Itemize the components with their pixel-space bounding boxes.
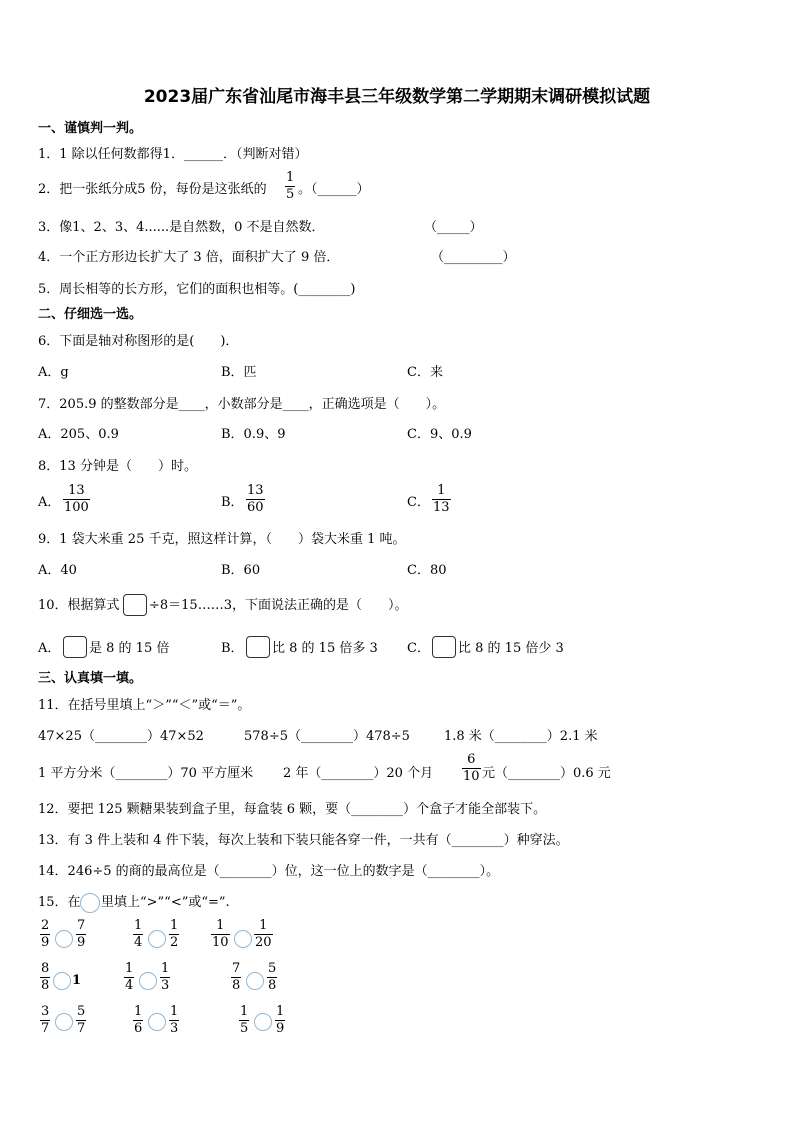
fraction-part: 3 [41,1004,50,1019]
q9-option-b: B．60 [221,563,261,578]
blank-circle [55,1013,73,1031]
q6-option-a: A．g [38,365,69,380]
fraction-r1c [133,919,143,950]
fraction-part: 8 [232,978,241,993]
q8-option-b: B． [221,495,244,510]
blank-box [123,594,147,616]
q11-item-6: 元（________）0.6 元 [482,766,611,781]
page-title: 2023届广东省汕尾市海丰县三年级数学第二学期期末调研模拟试题 [143,87,651,107]
fraction-part: 5 [240,1021,249,1036]
fraction-part: 10 [212,935,229,950]
fraction-part: 1 [286,170,295,185]
fraction-r3d [169,1005,179,1036]
question-5: 5．周长相等的长方形，它们的面积也相等。(________) [38,282,356,297]
question-2-blank: 。（______） [298,182,370,197]
question-4: 4．一个正方形边长扩大了 3 倍，面积扩大了 9 倍． [38,250,340,265]
fraction-part: 9 [276,1021,285,1036]
fraction-r2d [160,962,170,993]
blank-box [246,636,270,658]
fraction-part: 1 [134,918,143,933]
q9-option-a: A．40 [38,563,77,578]
blank-circle [254,1013,272,1031]
fraction-r3f [275,1005,285,1036]
q11-item-4: 1 平方分米（________）70 平方厘米 [38,766,254,781]
fraction-r1e [211,919,230,950]
q11-item-2: 578÷5（________）478÷5 [244,729,410,744]
question-15-rest: 里填上“>”“<”或“=”. [101,895,230,910]
q10-option-c-text: 比 8 的 15 倍少 3 [458,641,564,656]
fraction-part: 13 [247,483,264,498]
fraction-part: 1 [240,1004,249,1019]
fraction-part: 2 [170,935,179,950]
question-3-blank: （_____） [424,220,483,235]
fraction-r1f [254,919,273,950]
question-10: 10．根据算式 [38,598,120,613]
question-9: 9．1 袋大米重 25 千克，照这样计算，（ ）袋大米重 1 吨。 [38,532,406,547]
q8-option-a: A． [38,495,61,510]
fraction-r2f [267,962,277,993]
q11-item-1: 47×25（________）47×52 [38,729,204,744]
question-12: 12．要把 125 颗糖果装到盒子里，每盒装 6 颗，要（________）个盒子才能全部装下。 [38,802,547,817]
q11-item-5: 2 年（________）20 个月 [283,766,434,781]
fraction-part: 1 [170,1004,179,1019]
q7-option-b: B．0.9、9 [221,427,286,442]
q9-option-c: C．80 [407,563,447,578]
q7-option-a: A．205、0.9 [38,427,119,442]
question-3: 3．像1、2、3、4......是自然数，0 不是自然数． [38,220,325,235]
fraction-q8a [63,484,90,515]
fraction-part: 13 [433,500,450,515]
fraction-part: 6 [134,1021,143,1036]
fraction-r3e [239,1005,249,1036]
fraction-part: 7 [41,1021,50,1036]
question-1: 1．1 除以任何数都得1．______．（判断对错） [38,147,308,162]
q10-option-a-text: 是 8 的 15 倍 [89,641,170,656]
fraction-part: 9 [77,935,86,950]
q8-option-c: C． [407,495,430,510]
fraction-part: 3 [161,978,170,993]
fraction-r2a [40,962,50,993]
blank-circle [234,930,252,948]
fraction-part: 8 [41,961,50,976]
q7-option-c: C．9、0.9 [407,427,472,442]
section-3-heading: 三、认真填一填。 [38,671,143,686]
q6-option-b: B．匹 [221,365,257,380]
blank-circle [80,893,100,913]
fraction-part: 100 [64,500,89,515]
fraction-part: 6 [467,752,476,767]
fraction-part: 1 [216,918,225,933]
q10-option-c: C． [407,641,430,656]
fraction-r3b [76,1005,86,1036]
question-14: 14．246÷5 的商的最高位是（________）位，这一位上的数字是（________）。 [38,864,500,879]
fraction-r3a [40,1005,50,1036]
fraction-q8b [246,484,265,515]
fraction-part: 13 [68,483,85,498]
q6-option-c: C．来 [407,365,443,380]
fraction-part: 1 [437,483,446,498]
blank-circle [148,930,166,948]
fraction-part: 1 [170,918,179,933]
blank-circle [246,972,264,990]
fraction-part: 7 [232,961,241,976]
fraction-r1a [40,919,50,950]
question-15: 15．在 [38,895,81,910]
blank-circle [53,972,71,990]
question-13: 13．有 3 件上装和 4 件下装，每次上装和下装只能各穿一件，一共有（________）种穿法。 [38,833,569,848]
question-11: 11．在括号里填上“＞”“＜”或“＝”。 [38,698,251,713]
fraction-r2c [124,962,134,993]
q11-item-3: 1.8 米（________）2.1 米 [444,729,598,744]
fraction-part: 5 [286,187,295,202]
fraction-part: 4 [134,935,143,950]
question-4-blank: （_________） [431,250,516,265]
fraction-q8c [432,484,451,515]
fraction-part: 2 [41,918,50,933]
fraction-part: 8 [41,978,50,993]
question-8: 8．13 分钟是（ ）时。 [38,459,197,474]
fraction-r1d [169,919,179,950]
number-one: 1 [72,973,82,988]
fraction-q11 [462,753,481,784]
blank-circle [139,972,157,990]
fraction-part: 1 [161,961,170,976]
fraction-part: 7 [77,918,86,933]
fraction-part: 8 [268,978,277,993]
fraction-r3c [133,1005,143,1036]
fraction-part: 4 [125,978,134,993]
blank-circle [148,1013,166,1031]
fraction-part: 3 [170,1021,179,1036]
q10-option-b: B． [221,641,244,656]
q10-option-a: A． [38,641,61,656]
question-10-rest: ÷8＝15……3，下面说法正确的是（ ）。 [149,598,408,613]
fraction-part: 1 [134,1004,143,1019]
fraction-part: 7 [77,1021,86,1036]
q10-option-b-text: 比 8 的 15 倍多 3 [272,641,378,656]
blank-box [432,636,456,658]
blank-circle [55,930,73,948]
question-2: 2．把一张纸分成5 份，每份是这张纸的 [38,182,267,197]
fraction-part: 20 [255,935,272,950]
fraction-part: 10 [463,769,480,784]
fraction-part: 1 [259,918,268,933]
fraction-part: 1 [276,1004,285,1019]
fraction-q2 [285,171,295,202]
fraction-part: 60 [247,500,264,515]
section-1-heading: 一、谨慎判一判。 [38,121,143,136]
question-6: 6．下面是轴对称图形的是( )． [38,334,239,349]
fraction-part: 5 [268,961,277,976]
fraction-part: 5 [77,1004,86,1019]
fraction-part: 9 [41,935,50,950]
blank-box [63,636,87,658]
question-7: 7．205.9 的整数部分是____，小数部分是____，正确选项是（ ）。 [38,397,446,412]
section-2-heading: 二、仔细选一选。 [38,307,143,322]
fraction-r1b [76,919,86,950]
fraction-r2e [231,962,241,993]
fraction-part: 1 [125,961,134,976]
